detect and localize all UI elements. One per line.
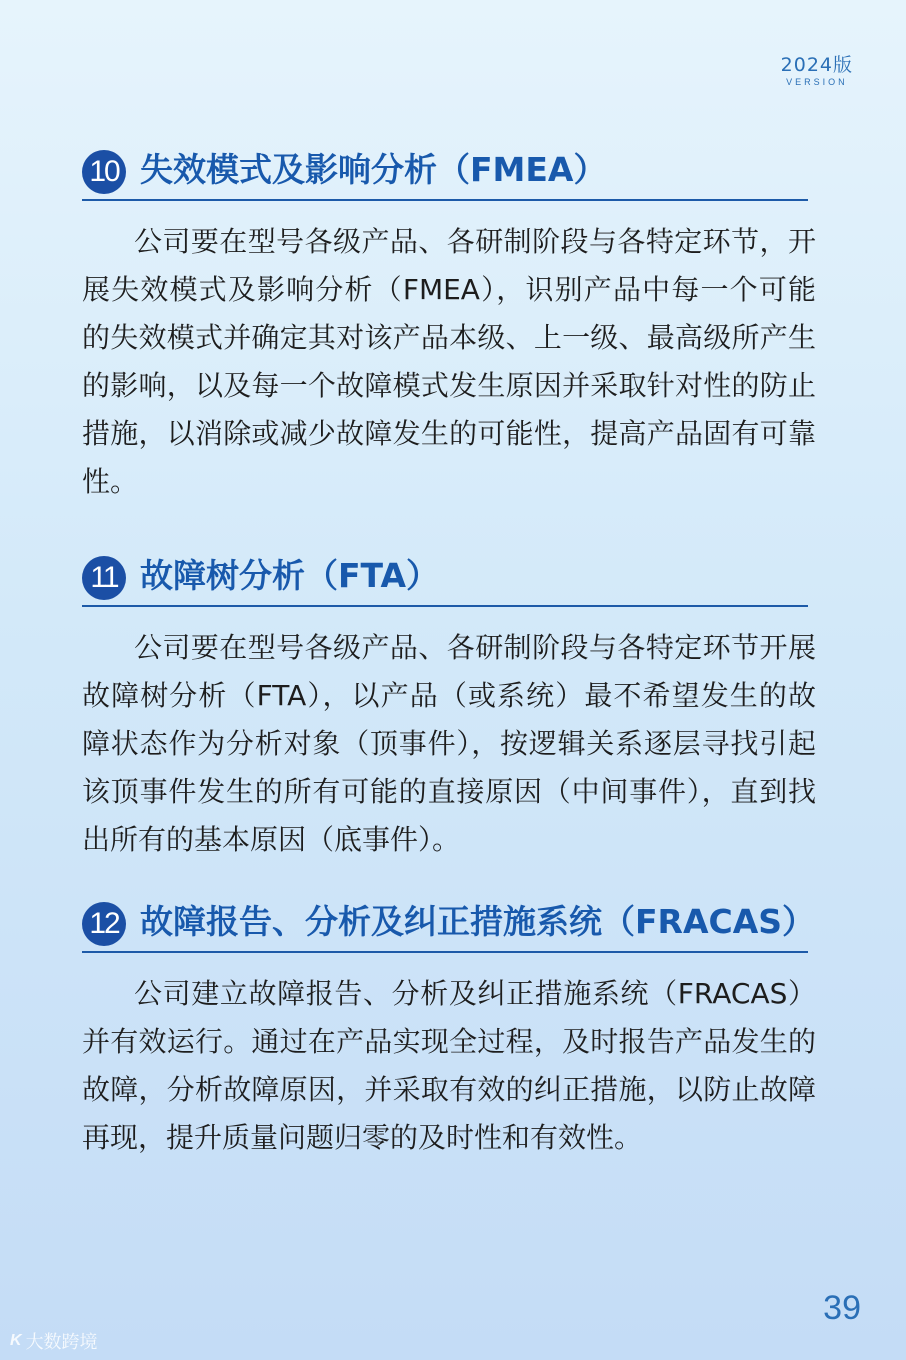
section-title: 故障报告、分析及纠正措施系统（FRACAS） [140, 902, 816, 941]
section-divider [82, 951, 808, 953]
section-title: 故障树分析（FTA） [140, 556, 440, 595]
section-header [82, 146, 816, 204]
section-body: 公司要在型号各级产品、各研制阶段与各特定环节，开展失效模式及影响分析（FMEA），识别产品中每一个可能的失效模式并确定其对该产品本级、上一级、最高级所产生的影响，以及每一个故障模式发生原因并采取针对性的防止措施，以消除或减少故障发生的可能性，提高产品固有可靠性。 [82, 225, 816, 498]
section-number-badge: 11 [82, 556, 126, 600]
section-divider [82, 199, 808, 201]
section-fracas [82, 898, 816, 1162]
section-body: 公司建立故障报告、分析及纠正措施系统（FRACAS）并有效运行。通过在产品实现全过程，及时报告产品发生的故障，分析故障原因，并采取有效的纠正措施，以防止故障再现，提升质量问题归零的及时性和有效性。 [82, 977, 816, 1154]
section-body: 公司要在型号各级产品、各研制阶段与各特定环节开展故障树分析（FTA），以产品（或系统）最不希望发生的故障状态作为分析对象（顶事件），按逻辑关系逐层寻找引起该顶事件发生的所有可能的直接原因（中间事件），直到找出所有的基本原因（底事件）。 [82, 631, 816, 856]
watermark-logo-icon: K [10, 1332, 22, 1349]
section-fta [82, 552, 816, 864]
section-divider [82, 605, 808, 607]
section-title: 失效模式及影响分析（FMEA） [140, 150, 607, 189]
page-number: 39 [823, 1289, 861, 1327]
section-number-badge: 12 [82, 902, 126, 946]
version-badge [781, 54, 853, 88]
watermark [10, 1328, 98, 1354]
section-number-badge: 10 [82, 150, 126, 194]
section-header [82, 552, 816, 610]
section-fmea [82, 146, 816, 506]
version-year: 2024版 [780, 54, 853, 76]
version-label: VERSION [786, 77, 848, 87]
section-header [82, 898, 816, 956]
watermark-text: 大数跨境 [25, 1332, 98, 1353]
